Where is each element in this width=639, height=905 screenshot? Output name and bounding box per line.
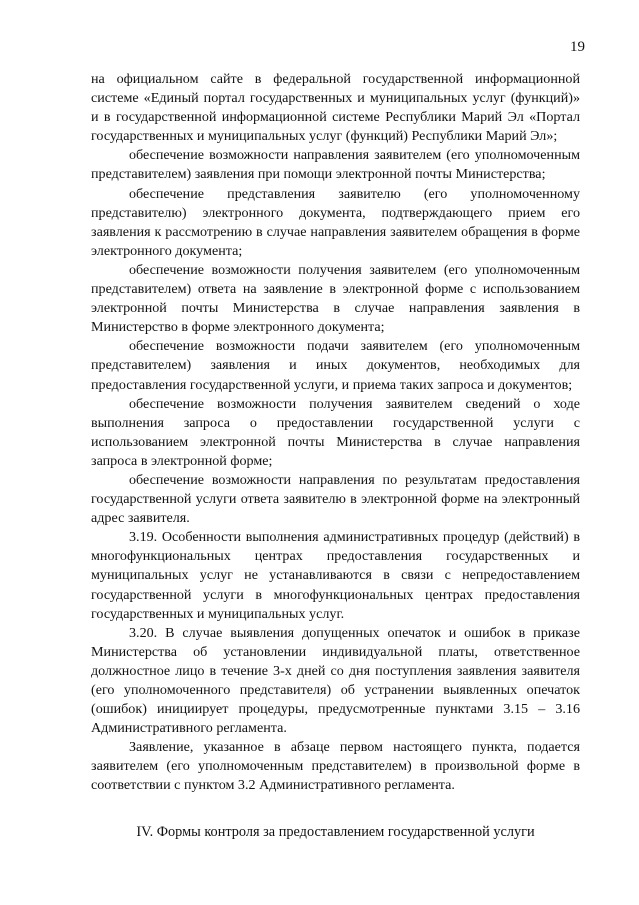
paragraph-receipt-confirmation: обеспечение представления заявителю (его уполномоченному представителю) электронного документа, подтверждающего прием его заявления к рассмотрению в случае направления заявителем обращения в форме электронного документа; xyxy=(91,185,580,259)
paragraph-result-delivery: обеспечение возможности направления по результатам предоставления государственной услуги ответа заявителю в электронной форме на электронный адрес заявителя. xyxy=(91,471,580,527)
paragraph-portal-continuation: на официальном сайте в федеральной государственной информационной системе «Единый портал государственных и муниципальных услуг (функций)» и в государственной информационной системе Республики Марий Эл «Портал государственных и муниципальных услуг (функций) Республики Марий Эл»; xyxy=(91,71,580,145)
page-number: 19 xyxy=(570,39,585,55)
paragraph-clause-3-19: 3.19. Особенности выполнения административных процедур (действий) в многофункциональных центрах предоставления государственных и муниципальных услуг не устанавливаются в связи с непредоставлением государственной услуги в многофункциональных центрах предоставления государственных и муниципальных услуг. xyxy=(91,529,580,622)
paragraph-email-submission: обеспечение возможности направления заявителем (его уполномоченным представителем) заявления при помощи электронной почты Министерства; xyxy=(91,147,580,183)
document-body xyxy=(91,70,580,796)
section-heading: IV. Формы контроля за предоставлением государственной услуги xyxy=(136,824,535,840)
paragraph-request-status: обеспечение возможности получения заявителем сведений о ходе выполнения запроса о предоставлении государственной услуги с использованием электронной почты Министерства в случае направления запроса в электронной форме; xyxy=(91,395,580,469)
paragraph-electronic-answer: обеспечение возможности получения заявителем (его уполномоченным представителем) ответа на заявление в электронной форме с использованием электронной почты Министерства в случае направления заявления в Министерство в форме электронного документа; xyxy=(91,261,580,336)
paragraph-application-form: Заявление, указанное в абзаце первом настоящего пункта, подается заявителем (его уполномоченным представителем) в произвольной форме в соответствии с пунктом 3.2 Административного регламента. xyxy=(91,739,580,794)
paragraph-document-submission: обеспечение возможности подачи заявителем (его уполномоченным представителем) заявления и иных документов, необходимых для предоставления государственной услуги, и приема таких запроса и документов; xyxy=(91,338,580,393)
paragraph-clause-3-20: 3.20. В случае выявления допущенных опечаток и ошибок в приказе Министерства об установлении индивидуальной платы, ответственное должностное лицо в течение 3-х дней со дня поступления заявления заявителя (его уполномоченного представителя) об устранении выявленных опечаток (ошибок) инициирует процедуры, предусмотренные пунктами 3.15 – 3.16 Административного регламента. xyxy=(91,624,580,737)
